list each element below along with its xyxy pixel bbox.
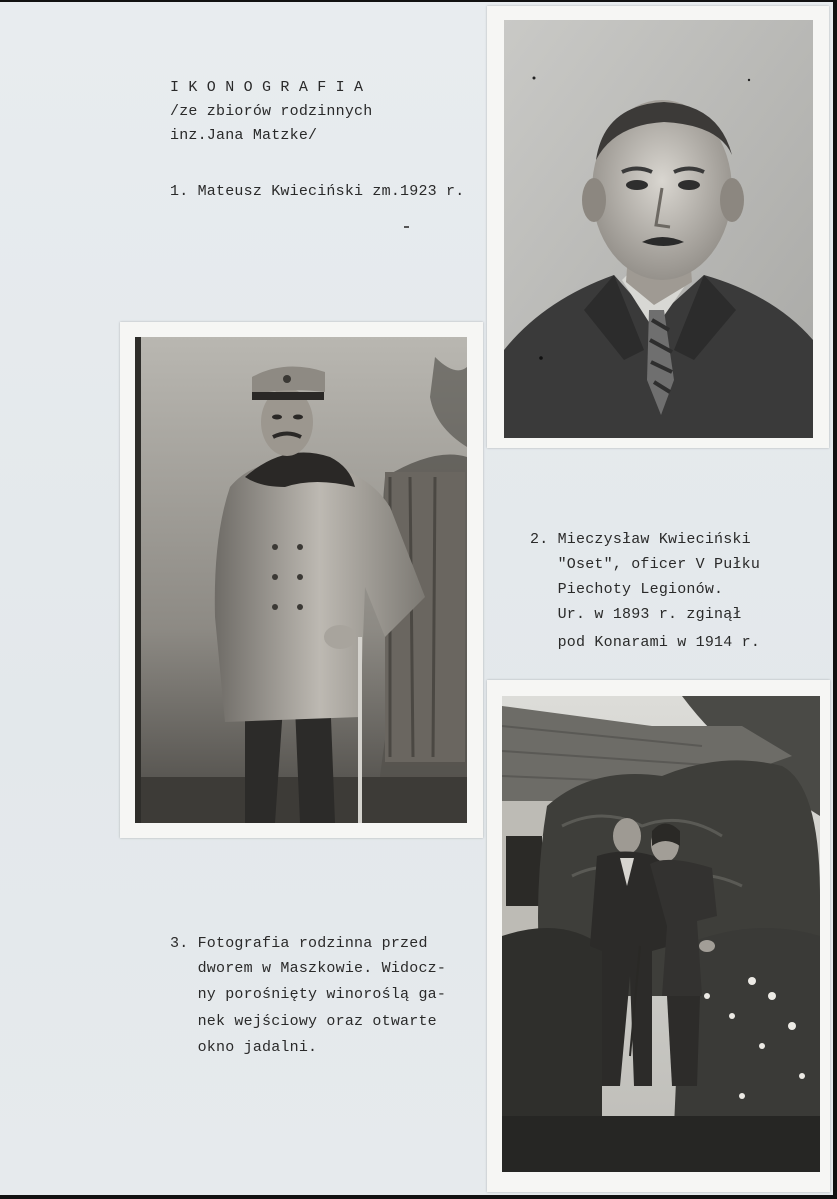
photo-mount-3: [487, 680, 830, 1192]
caption-1: 1. Mateusz Kwieciński zm.1923 r.: [170, 183, 465, 200]
caption-3-line5: okno jadalni.: [170, 1039, 318, 1056]
caption-2-line4: Ur. w 1893 r. zginął: [530, 606, 742, 623]
page-subtitle-line2: inz.Jana Matzke/: [170, 127, 318, 144]
photo-mount-1: [487, 6, 829, 448]
officer-photo: [135, 337, 467, 823]
photo-mount-2: [120, 322, 483, 838]
portrait-photo: [504, 20, 813, 438]
family-photo: [502, 696, 820, 1172]
caption-2-line1: 2. Mieczysław Kwieciński: [530, 531, 751, 548]
caption-3-line4: nek wejściowy oraz otwarte: [170, 1013, 437, 1030]
caption-3-line1: 3. Fotografia rodzinna przed: [170, 935, 428, 952]
scan-edge-right: [833, 0, 837, 1199]
page-title: I K O N O G R A F I A: [170, 79, 364, 96]
caption-3-line3: ny porośnięty winoroślą ga-: [170, 986, 447, 1003]
caption-2-line2: "Oset", oficer V Pułku: [530, 556, 761, 573]
scan-edge-top: [0, 0, 837, 2]
ink-mark: [404, 226, 409, 228]
scan-edge-bottom: [0, 1195, 837, 1199]
page-subtitle-line1: /ze zbiorów rodzinnych: [170, 103, 373, 120]
caption-2-line3: Piechoty Legionów.: [530, 581, 724, 598]
caption-3-line2: dworem w Maszkowie. Widocz-: [170, 960, 447, 977]
caption-2-line5: pod Konarami w 1914 r.: [530, 634, 761, 651]
